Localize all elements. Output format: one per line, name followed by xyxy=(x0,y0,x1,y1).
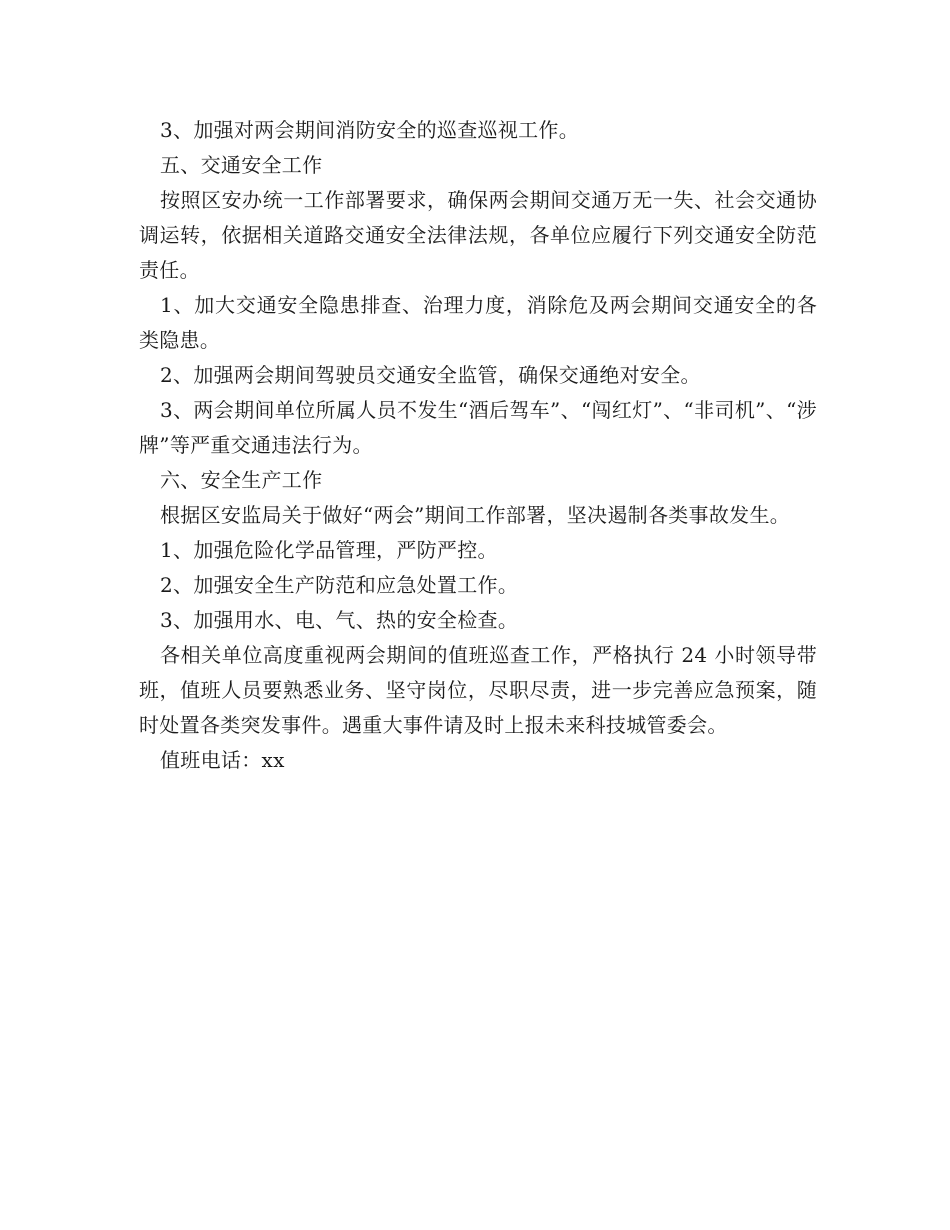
production-safety-item-2: 2、加强安全生产防范和应急处置工作。 xyxy=(160,573,519,597)
production-safety-item-1: 1、加强危险化学品管理，严防严控。 xyxy=(160,538,498,562)
traffic-safety-item-2: 2、加强两会期间驾驶员交通安全监管，确保交通绝对安全。 xyxy=(160,363,701,387)
section-heading-production-safety: 六、安全生产工作 xyxy=(160,468,323,492)
traffic-safety-item-1: 1、加大交通安全隐患排查、治理力度，消除危及两会期间交通安全的各类隐患。 xyxy=(139,293,817,352)
section-heading-traffic-safety: 五、交通安全工作 xyxy=(160,153,323,177)
production-safety-intro: 根据区安监局关于做好“两会”期间工作部署，坚决遏制各类事故发生。 xyxy=(160,503,791,527)
duty-phone: 值班电话：xx xyxy=(160,748,285,772)
production-safety-item-3: 3、加强用水、电、气、热的安全检查。 xyxy=(160,608,519,632)
traffic-safety-item-3: 3、两会期间单位所属人员不发生“酒后驾车”、“闯红灯”、“非司机”、“涉牌”等严重交通违法行为。 xyxy=(139,398,817,457)
fire-safety-item-3: 3、加强对两会期间消防安全的巡查巡视工作。 xyxy=(160,118,580,142)
traffic-safety-intro: 按照区安办统一工作部署要求，确保两会期间交通万无一失、社会交通协调运转，依据相关道路交通安全法律法规，各单位应履行下列交通安全防范责任。 xyxy=(139,188,817,282)
duty-requirements-paragraph: 各相关单位高度重视两会期间的值班巡查工作，严格执行 24 小时领导带班，值班人员要熟悉业务、坚守岗位，尽职尽责，进一步完善应急预案，随时处置各类突发事件。遇重大事件请及时上报未来科技城管委会。 xyxy=(139,643,817,737)
document-body xyxy=(139,113,817,778)
